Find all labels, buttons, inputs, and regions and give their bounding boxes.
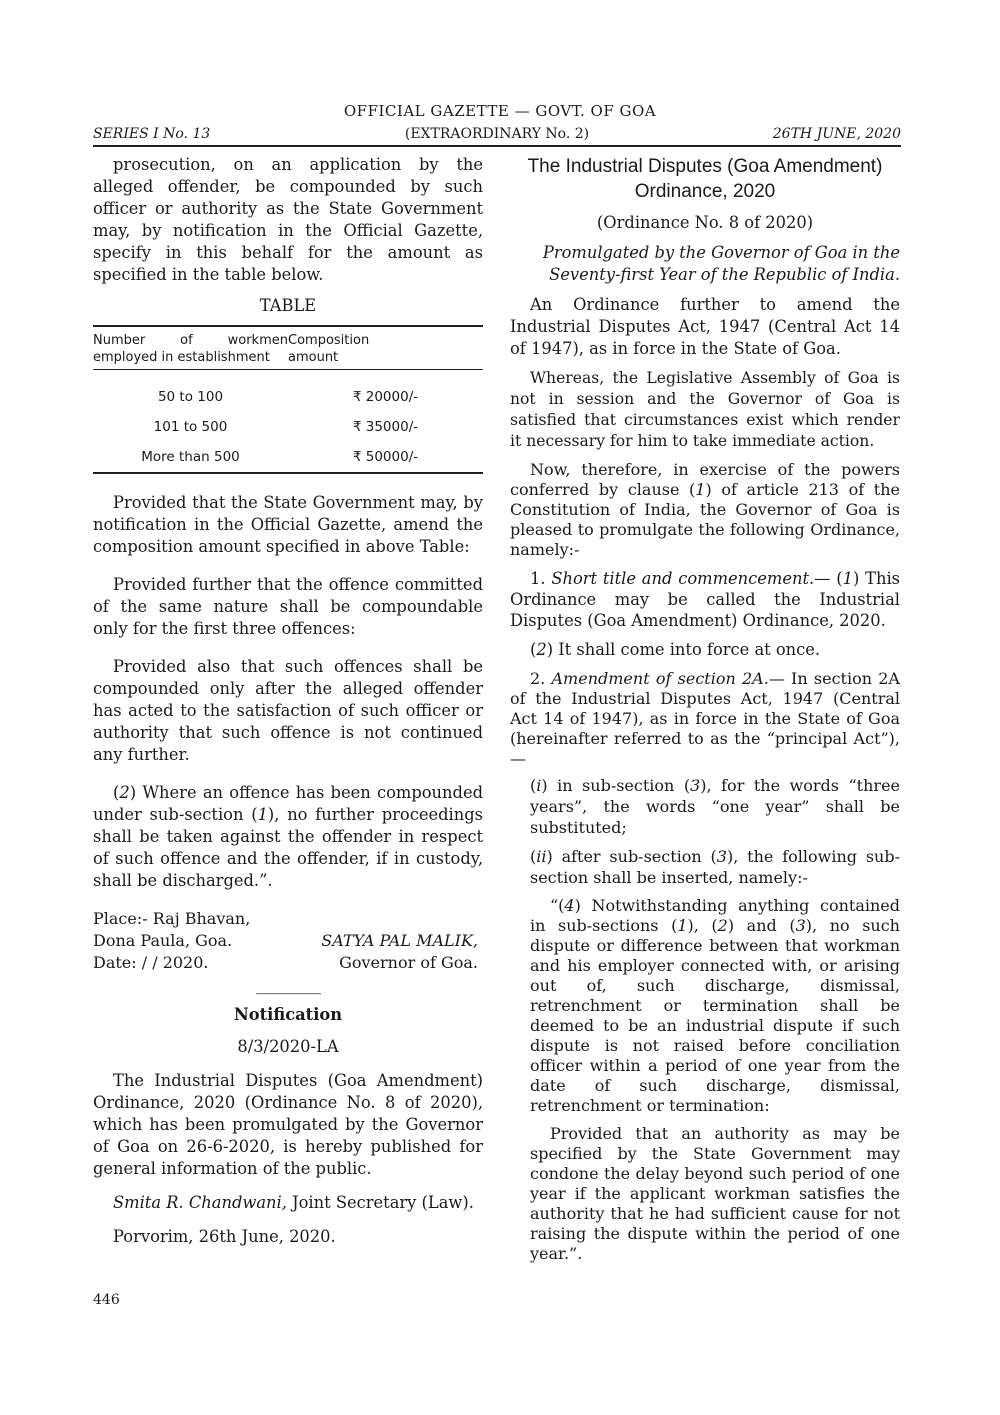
table-header-amount-text: Composition amount bbox=[288, 333, 370, 365]
table-cell: ₹ 50000/- bbox=[288, 442, 483, 473]
issue-label: (EXTRAORDINARY No. 2) bbox=[404, 126, 590, 142]
section-heading: Amendment of section 2A. bbox=[551, 669, 769, 688]
text-run: i bbox=[536, 776, 542, 795]
text-run: ) after sub-section ( bbox=[546, 847, 717, 866]
text-run: 2. bbox=[530, 669, 552, 688]
table-row bbox=[93, 442, 483, 473]
table-cell: 101 to 500 bbox=[153, 419, 228, 435]
text-run: ), no further proceedings shall be taken against the offender in respect of such offence and the offender, if in custody, shall be discharged.”. bbox=[93, 805, 483, 890]
signatory-name: SATYA PAL MALIK, bbox=[321, 931, 478, 950]
left-para-4: Provided also that such offences shall be compounded only after the alleged offender has acted to the satisfaction of such officer or authority that such offence is not continued any further. bbox=[93, 657, 483, 764]
sig-row bbox=[93, 952, 483, 974]
text-run: ( bbox=[113, 783, 120, 802]
section-2 bbox=[510, 669, 900, 769]
text-run: ), ( bbox=[687, 916, 718, 935]
notification-title: Notification bbox=[233, 1005, 343, 1024]
table-cell: ₹ 35000/- bbox=[352, 419, 419, 435]
signatory-designation: Governor of Goa. bbox=[339, 953, 478, 972]
text-run: 1 bbox=[677, 916, 688, 935]
text-run: 2 bbox=[536, 640, 547, 659]
left-para-5 bbox=[93, 782, 483, 892]
text-run: ( bbox=[530, 847, 537, 866]
header-row bbox=[93, 126, 901, 144]
left-para-1: prosecution, on an application by the alleged offender, be compounded by such officer or authority as the State Government may, by notification in the Official Gazette, specify in this behalf for the amount as specified in the table below. bbox=[93, 155, 483, 284]
text-run: 3 bbox=[716, 847, 727, 866]
text-run: 1 bbox=[257, 805, 268, 824]
proviso: Provided that an authority as may be specified by the State Government may condone the delay beyond such period of one year if the applicant workman satisfies the authority that he had sufficient cause for not raising the dispute within the period of one year.”. bbox=[530, 1124, 900, 1263]
table-header-amount bbox=[288, 326, 483, 370]
text-run: 4 bbox=[564, 896, 575, 915]
clause-i bbox=[510, 775, 900, 838]
right-para-2: Whereas, the Legislative Assembly of Goa is not in session and the Governor of Goa is satisfied that circumstances exist which render it necessary for him to take immediate action. bbox=[510, 369, 900, 450]
signature-block bbox=[93, 908, 483, 974]
table-row bbox=[93, 370, 483, 413]
header-rule bbox=[93, 145, 901, 147]
table-header-row bbox=[93, 326, 483, 370]
table-title: TABLE bbox=[259, 296, 317, 315]
text-run: 1 bbox=[695, 480, 706, 499]
date-line: Date: / / 2020. bbox=[93, 953, 209, 972]
promulgation-line: Promulgated by the Governor of Goa in the Seventy-first Year of the Republic of India. bbox=[542, 243, 900, 284]
text-run: — In section 2A of the Industrial Disputes Act, 1947 (Central Act 14 of 1947), as in force in the State of Goa (hereinafter referred to as the “principal Act”),— bbox=[510, 669, 900, 768]
table-row bbox=[93, 412, 483, 442]
text-run: ) This Ordinance may be called the Industrial Disputes (Goa Amendment) Ordinance, 2020. bbox=[510, 569, 901, 630]
table-header-workmen: Number of workmen employed in establishment bbox=[93, 326, 288, 370]
composition-table bbox=[93, 325, 483, 474]
issue-date: 26TH JUNE, 2020 bbox=[772, 126, 901, 142]
right-para-1: An Ordinance further to amend the Industrial Disputes Act, 1947 (Central Act 14 of 1947), as in force in the State of Goa. bbox=[510, 295, 900, 358]
text-run: 1 bbox=[842, 569, 853, 588]
series-label: SERIES I No. 13 bbox=[93, 126, 211, 142]
text-run: 3 bbox=[795, 916, 806, 935]
text-run: ) of article 213 of the Constitution of India, the Governor of Goa is pleased to promulgate the following Ordinance, namely:- bbox=[510, 480, 900, 559]
text-run: “( bbox=[550, 896, 565, 915]
gazette-title: OFFICIAL GAZETTE — GOVT. OF GOA bbox=[343, 102, 657, 120]
ordinance-title: The Industrial Disputes (Goa Amendment) Ordinance, 2020 bbox=[527, 156, 883, 202]
text-run: — ( bbox=[814, 569, 843, 588]
text-run: ( bbox=[530, 640, 537, 659]
text-run: ( bbox=[530, 776, 537, 795]
right-column bbox=[510, 154, 900, 1264]
text-run: ) in sub-section ( bbox=[541, 776, 691, 795]
section-heading: Short title and commencement. bbox=[551, 569, 815, 588]
clause-ii bbox=[510, 846, 900, 888]
ordinance-number: (Ordinance No. 8 of 2020) bbox=[596, 213, 814, 232]
text-run: ) Notwithstanding anything contained in sub-sections ( bbox=[530, 896, 900, 935]
officer-line bbox=[93, 1192, 483, 1214]
page-number: 446 bbox=[93, 1292, 120, 1308]
text-run: 3 bbox=[690, 776, 701, 795]
text-run: ), for the words “three years”, the words “one year” shall be substituted; bbox=[530, 776, 901, 837]
text-run: ), the following sub-section shall be inserted, namely:- bbox=[530, 847, 900, 887]
separator: _________ bbox=[255, 975, 321, 994]
text-run: Now, therefore, in exercise of the powers conferred by clause ( bbox=[510, 460, 900, 499]
right-para-3 bbox=[510, 460, 900, 560]
officer-name: Smita R. Chandwani, bbox=[113, 1193, 287, 1212]
sig-row bbox=[93, 930, 483, 952]
left-para-2: Provided that the State Government may, by notification in the Official Gazette, amend the composition amount specified in above Table: bbox=[93, 493, 483, 556]
text-run: 2 bbox=[119, 783, 130, 802]
text-run: ii bbox=[536, 847, 547, 866]
text-run: ), no such dispute or difference between that workman and his employer connected with, or arising out of, such discharge, dismissal, retrenchment or termination shall be deemed to be an industrial dispute if such dispute is not raised before conciliation officer within a period of one year from the date of such discharge, dismissal, retrenchment or termination: bbox=[530, 916, 900, 1115]
place-line: Place:- Raj Bhavan, bbox=[93, 909, 251, 928]
section-1 bbox=[510, 568, 900, 631]
sig-row bbox=[93, 908, 483, 930]
left-column bbox=[93, 154, 483, 1248]
inserted-subsection-4 bbox=[510, 896, 900, 1116]
text-run: ) Where an offence has been compounded under sub-section ( bbox=[93, 783, 483, 824]
place-line-2: Dona Paula, Goa. bbox=[93, 931, 233, 950]
table-cell: 50 to 100 bbox=[157, 389, 224, 405]
notification-number: 8/3/2020-LA bbox=[237, 1037, 339, 1056]
left-para-3: Provided further that the offence committed of the same nature shall be compoundable only for the first three offences: bbox=[93, 575, 483, 638]
place-date-line: Porvorim, 26th June, 2020. bbox=[113, 1227, 336, 1246]
officer-designation: Joint Secretary (Law). bbox=[286, 1193, 474, 1212]
notification-body: The Industrial Disputes (Goa Amendment) Ordinance, 2020 (Ordinance No. 8 of 2020), which has been promulgated by the Governor of Goa on 26-6-2020, is hereby published for general information of the public. bbox=[93, 1071, 483, 1178]
table-cell: ₹ 20000/- bbox=[352, 389, 419, 405]
section-1-2 bbox=[510, 639, 900, 661]
text-run: 2 bbox=[717, 916, 728, 935]
text-run: ) and ( bbox=[727, 916, 796, 935]
text-run: ) It shall come into force at once. bbox=[546, 640, 821, 659]
text-run: 1. bbox=[530, 569, 552, 588]
table-cell: More than 500 bbox=[93, 442, 288, 473]
